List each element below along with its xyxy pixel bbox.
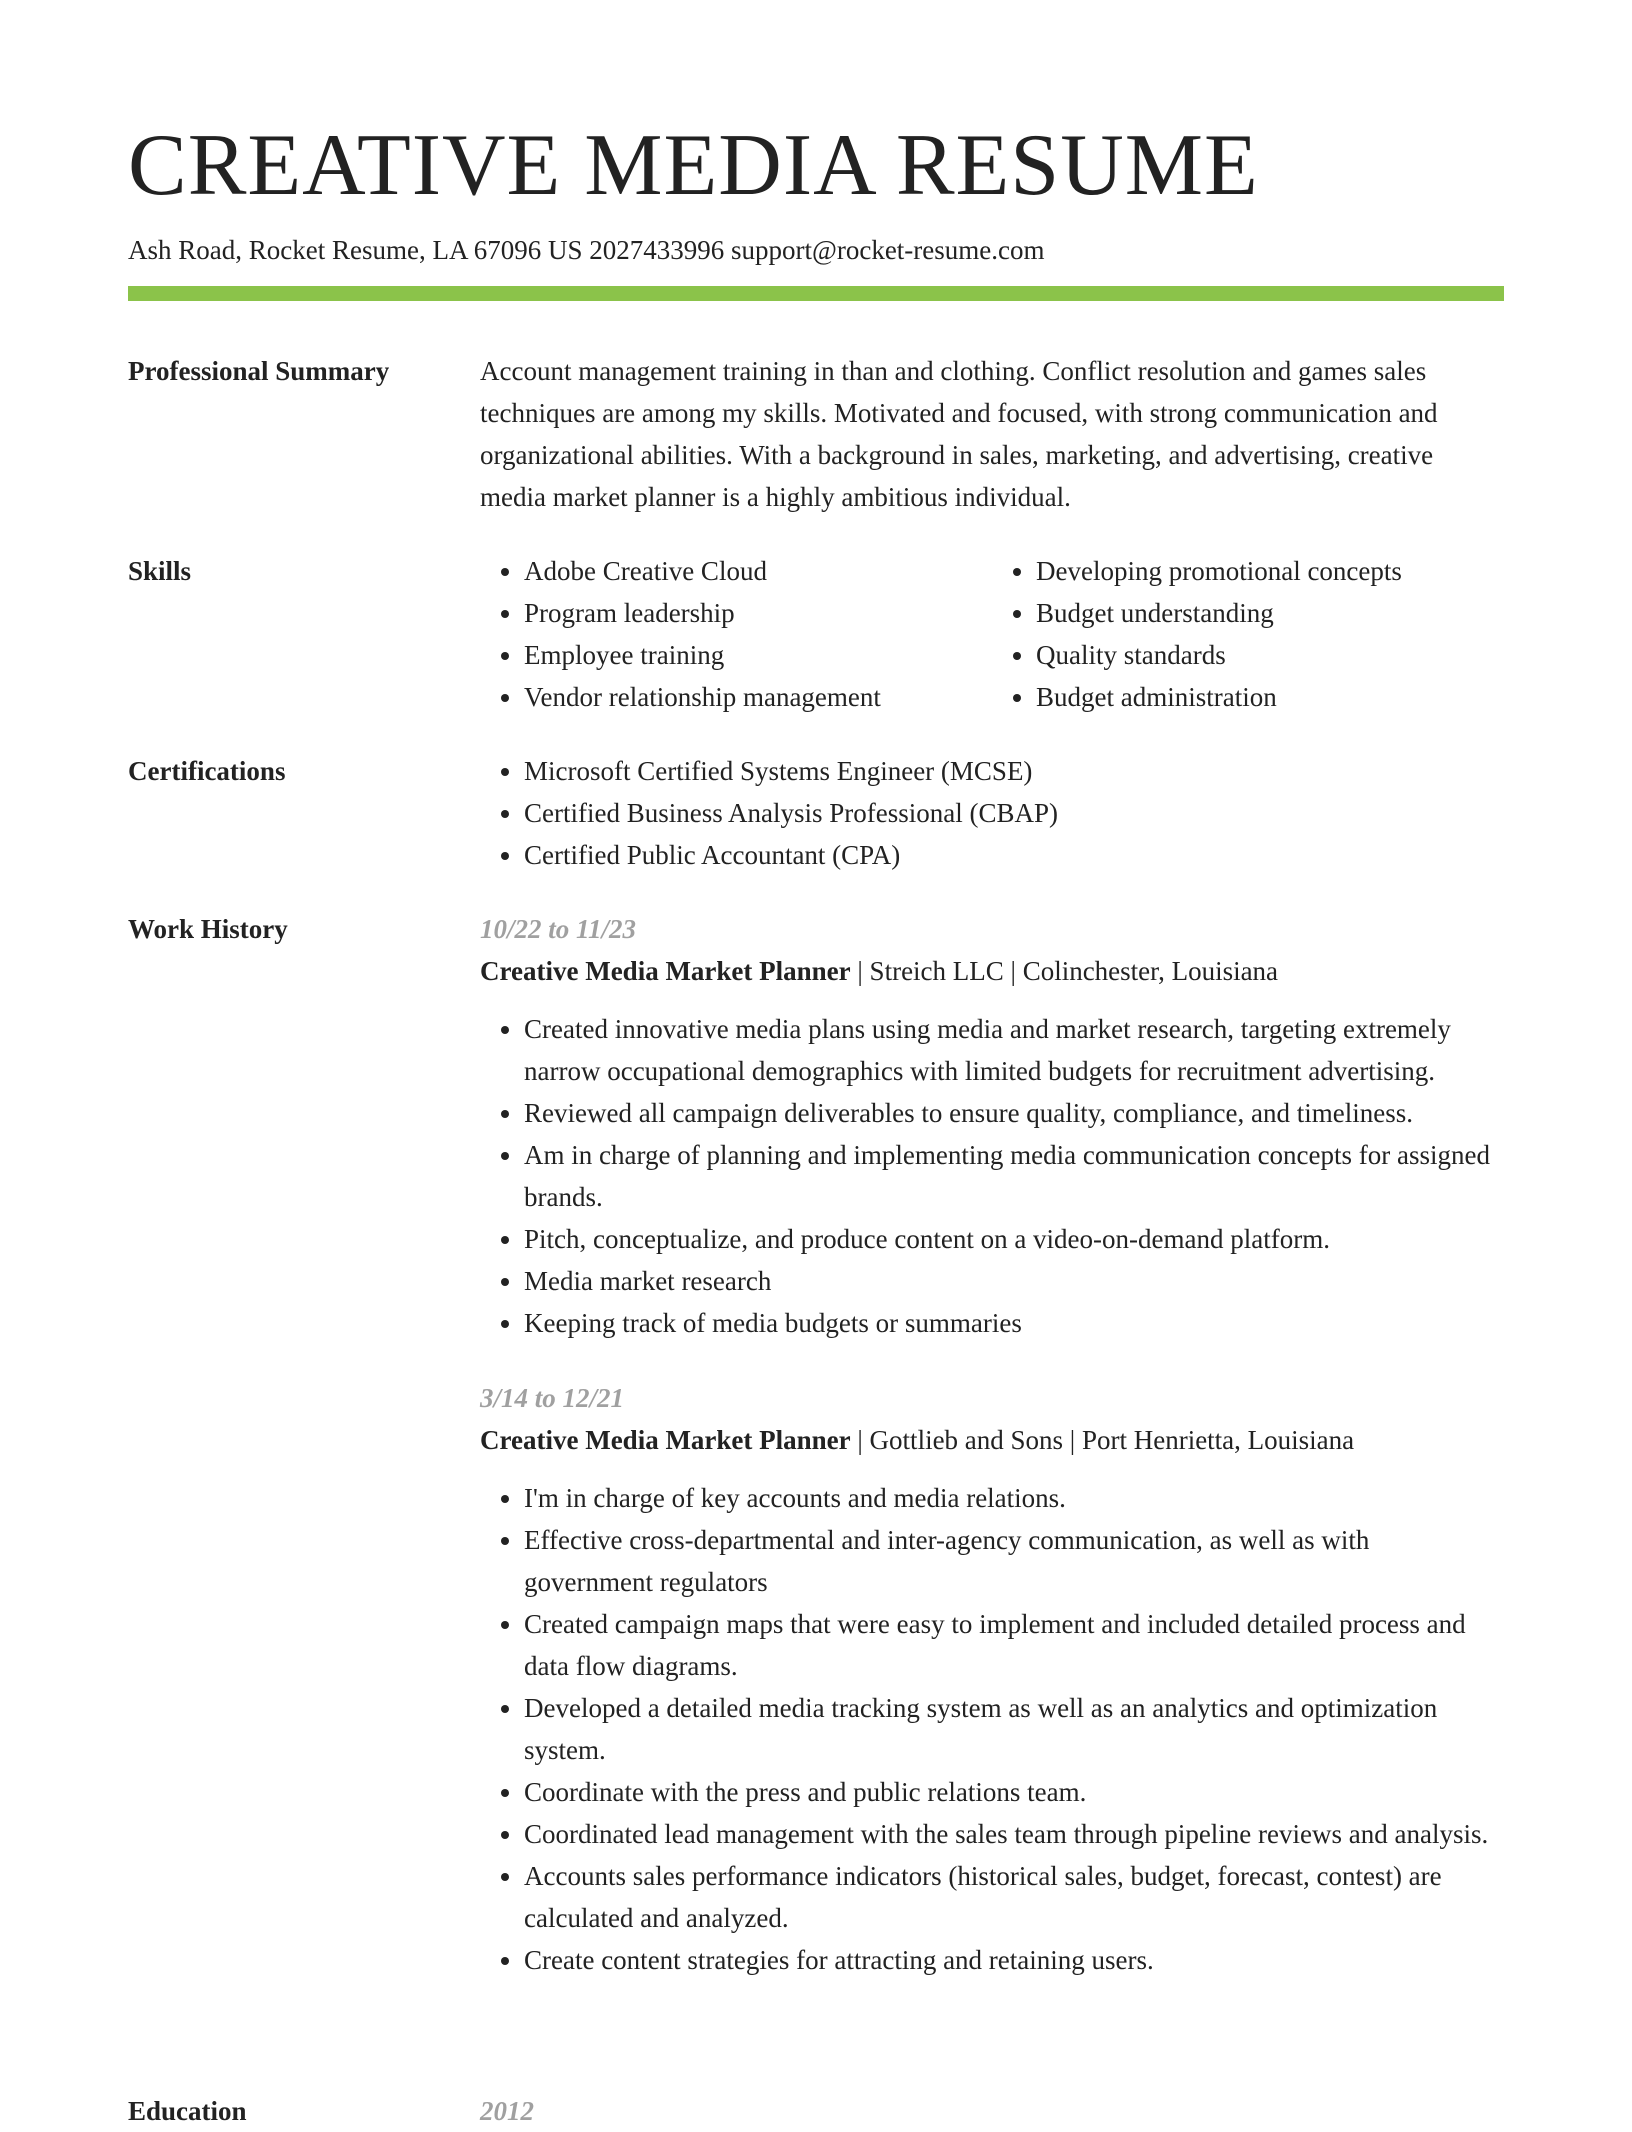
education-date: 2012	[480, 2096, 534, 2126]
certifications-list	[480, 750, 1504, 876]
work-history-heading: Work History	[128, 914, 288, 944]
list-item: • Am in charge of planning and implementing media communication concepts for assigned brands.	[524, 1134, 1504, 1218]
accent-divider	[128, 286, 1504, 301]
list-item: • Create content strategies for attracting and retaining users.	[524, 1939, 1504, 1981]
list-item: • Certified Public Accountant (CPA)	[524, 834, 1504, 876]
list-item: • Keeping track of media budgets or summaries	[524, 1302, 1504, 1344]
list-item: • Created campaign maps that were easy to implement and included detailed process and data flow diagrams.	[524, 1603, 1504, 1687]
list-item: • Adobe Creative Cloud	[524, 550, 992, 592]
certifications-body	[480, 750, 1504, 876]
job-entry	[480, 1377, 1504, 1981]
summary-body	[480, 350, 1504, 518]
job-company-location: | Streich LLC | Colinchester, Louisiana	[850, 956, 1279, 986]
list-item: • Developing promotional concepts	[1036, 550, 1504, 592]
list-item: • Budget understanding	[1036, 592, 1504, 634]
list-item: • Employee training	[524, 634, 992, 676]
work-history-body	[480, 908, 1504, 2014]
skills-body	[480, 550, 1504, 718]
list-item: • Accounts sales performance indicators (historical sales, budget, forecast, contest) are calculated and analyzed.	[524, 1855, 1504, 1939]
job-title-line	[480, 950, 1504, 992]
summary-heading: Professional Summary	[128, 356, 390, 386]
job-dates: 3/14 to 12/21	[480, 1383, 625, 1413]
list-item: • Microsoft Certified Systems Engineer (MCSE)	[524, 750, 1504, 792]
list-item: • Created innovative media plans using media and market research, targeting extremely narrow occupational demographics with limited budgets for recruitment advertising.	[524, 1008, 1504, 1092]
job-role: Creative Media Market Planner	[480, 1425, 851, 1455]
job-entry	[480, 908, 1504, 1344]
job-bullets	[480, 1477, 1504, 1981]
list-item: • Program leadership	[524, 592, 992, 634]
certifications-heading: Certifications	[128, 756, 286, 786]
list-item: • Certified Business Analysis Professional (CBAP)	[524, 792, 1504, 834]
job-company-location: | Gottlieb and Sons | Port Henrietta, Louisiana	[850, 1425, 1355, 1455]
list-item: • Vendor relationship management	[524, 676, 992, 718]
list-item: • I'm in charge of key accounts and media relations.	[524, 1477, 1504, 1519]
resume-title: CREATIVE MEDIA RESUME	[128, 117, 1259, 214]
list-item: • Budget administration	[1036, 676, 1504, 718]
skills-list-left	[480, 550, 992, 718]
list-item: • Media market research	[524, 1260, 1504, 1302]
summary-text: Account management training in than and clothing. Conflict resolution and games sales techniques are among my skills. Motivated and focused, with strong communication and organizational abilities. With a background in sales, marketing, and advertising, creative media market planner is a highly ambitious individual.	[480, 356, 1438, 512]
list-item: • Effective cross-departmental and inter-agency communication, as well as with government regulators	[524, 1519, 1504, 1603]
skills-list-right	[992, 550, 1504, 718]
education-body	[480, 2090, 1504, 2132]
list-item: • Quality standards	[1036, 634, 1504, 676]
job-bullets	[480, 1008, 1504, 1344]
contact-line: Ash Road, Rocket Resume, LA 67096 US 2027433996 support@rocket-resume.com	[128, 235, 1045, 265]
list-item: • Coordinated lead management with the sales team through pipeline reviews and analysis.	[524, 1813, 1504, 1855]
list-item: • Developed a detailed media tracking system as well as an analytics and optimization system.	[524, 1687, 1504, 1771]
job-dates: 10/22 to 11/23	[480, 914, 637, 944]
skills-heading: Skills	[128, 556, 192, 586]
job-title-line	[480, 1419, 1504, 1461]
job-role: Creative Media Market Planner	[480, 956, 851, 986]
list-item: • Pitch, conceptualize, and produce content on a video-on-demand platform.	[524, 1218, 1504, 1260]
education-heading: Education	[128, 2096, 247, 2126]
list-item: • Coordinate with the press and public relations team.	[524, 1771, 1504, 1813]
list-item: • Reviewed all campaign deliverables to ensure quality, compliance, and timeliness.	[524, 1092, 1504, 1134]
